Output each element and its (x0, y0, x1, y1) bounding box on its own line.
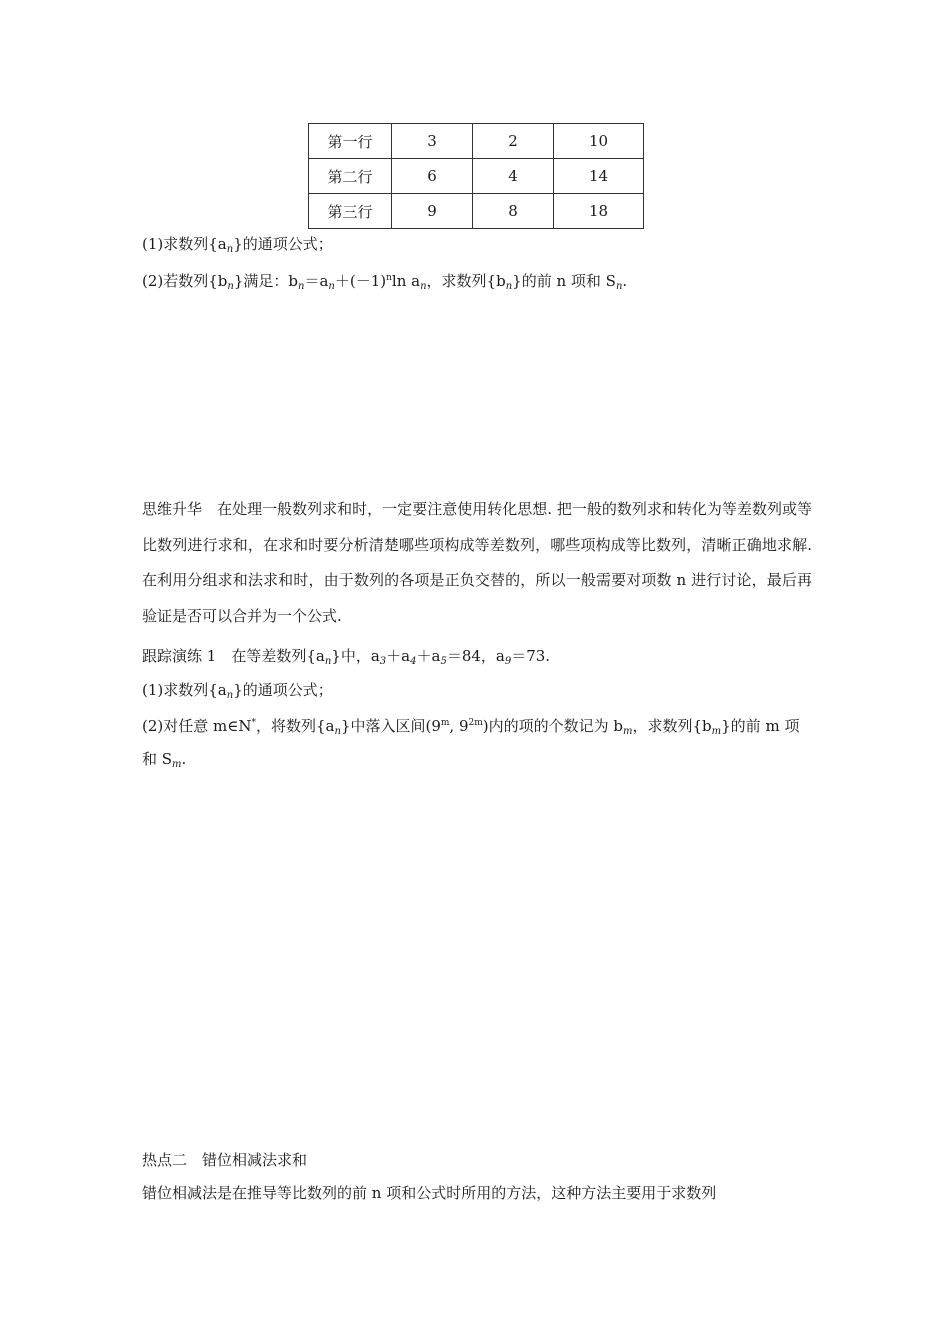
pq2-subscript: n (334, 726, 341, 737)
q1-subscript: n (226, 244, 234, 255)
pq2-text: )内的项的个数记为 b (482, 717, 624, 735)
q2-subscript: n (328, 281, 335, 292)
pq2-text: (2)对任意 m∈N (142, 717, 252, 735)
q2-text: ln a (391, 272, 421, 290)
practice-question-2-cont (142, 749, 186, 775)
q2-superscript: n (386, 273, 392, 283)
pq2-subscript: m (711, 726, 722, 737)
practice-text: 在等差数列{a (231, 647, 325, 665)
table-row (309, 159, 644, 194)
q2-text: ＝a (304, 272, 329, 290)
table-cell: 第一行 (309, 124, 392, 159)
q2-subscript: n (420, 281, 427, 292)
pq2-text: ，求数列{b (632, 717, 712, 735)
section-heading: 热点二 错位相减法求和 (142, 1151, 308, 1169)
question-1 (142, 234, 333, 260)
table-cell: 第三行 (309, 194, 392, 229)
practice-subscript: 4 (410, 656, 417, 667)
q2-text: ＋(－1) (334, 272, 387, 290)
table-cell: 10 (554, 124, 644, 159)
pq2-text: , 9 (449, 717, 469, 735)
pq2-text: . (181, 750, 187, 768)
pq2-subscript: m (172, 759, 182, 770)
table-cell: 6 (392, 159, 473, 194)
insight-label: 思维升华 (142, 500, 203, 518)
table-cell: 2 (473, 124, 554, 159)
q2-text: ，求数列{b (426, 272, 506, 290)
q2-subscript: n (505, 281, 513, 292)
q2-text: }满足：b (233, 272, 299, 290)
practice-subscript: n (324, 656, 332, 667)
practice-subscript: 9 (504, 656, 512, 667)
table-cell: 9 (392, 194, 473, 229)
table-cell: 18 (554, 194, 644, 229)
pq1-text: (1)求数列{a (142, 681, 227, 699)
practice-text: ＋a (386, 647, 411, 665)
q2-text: }的前 n 项和 S (512, 272, 616, 290)
data-table (308, 123, 644, 229)
table-cell: 8 (473, 194, 554, 229)
practice-subscript: 5 (440, 656, 447, 667)
table-cell: 第二行 (309, 159, 392, 194)
pq2-text: ，将数列{a (255, 717, 335, 735)
practice-question-1 (142, 680, 333, 706)
pq2-text: }的前 m 项 (721, 717, 800, 735)
pq1-text-end: }的通项公式； (233, 681, 333, 699)
practice-heading (142, 646, 550, 672)
section-text: 错位相减法是在推导等比数列的前 n 项和公式时所用的方法，这种方法主要用于求数列 (142, 1184, 717, 1202)
practice-subscript: 3 (379, 656, 387, 667)
pq2-text: }中落入区间(9 (340, 717, 441, 735)
table-cell: 4 (473, 159, 554, 194)
q2-subscript: n (615, 281, 623, 292)
insight-paragraph (142, 492, 812, 634)
question-2 (142, 268, 627, 297)
pq2-superscript: 2m (468, 718, 483, 728)
insight-text: 在处理一般数列求和时，一定要注意使用转化思想. 把一般的数列求和转化为等差数列或等比数列进行求和，在求和时要分析清楚哪些项构成等差数列，哪些项构成等比数列，清晰正确地求解. 在利用分组求和法求和时，由于数列的各项是正负交替的，所以一般需要对项数 n 进行讨论，最后再验证是否可以合并为一个公式. (142, 500, 812, 625)
table-cell: 3 (392, 124, 473, 159)
q2-subscript: n (227, 281, 234, 292)
q1-text-end: }的通项公式； (233, 235, 333, 253)
practice-question-2 (142, 713, 799, 742)
practice-text: ＋a (416, 647, 441, 665)
practice-label: 跟踪演练 1 (142, 647, 217, 665)
q2-subscript: n (298, 281, 305, 292)
practice-text: ＝84，a (446, 647, 505, 665)
table-cell: 14 (554, 159, 644, 194)
q2-text: . (622, 272, 628, 290)
table-row (309, 124, 644, 159)
pq2-superscript: * (251, 718, 256, 728)
practice-text: ＝73. (511, 647, 551, 665)
pq2-superscript: m (440, 718, 450, 728)
pq2-text: 和 S (142, 750, 173, 768)
q1-text: (1)求数列{a (142, 235, 227, 253)
q2-text: (2)若数列{b (142, 272, 228, 290)
pq1-subscript: n (226, 690, 234, 701)
practice-text: }中，a (331, 647, 380, 665)
pq2-subscript: m (623, 726, 633, 737)
table-row (309, 194, 644, 229)
